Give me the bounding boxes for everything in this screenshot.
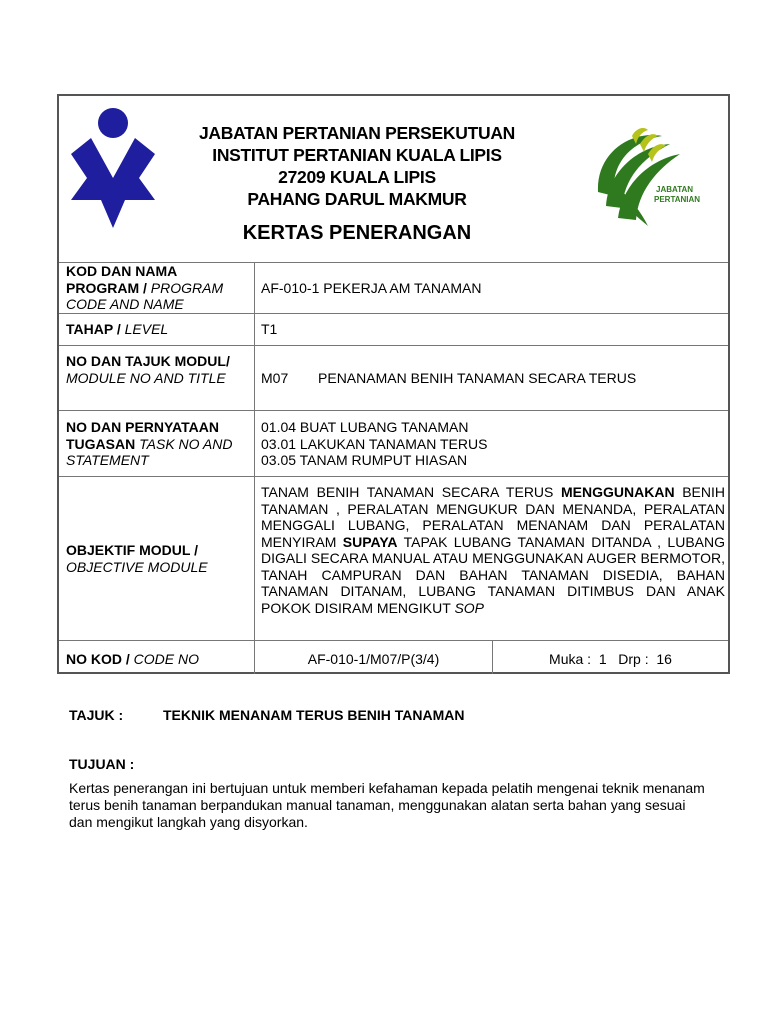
task-list xyxy=(261,419,723,469)
task-item: 03.01 LAKUKAN TANAMAN TERUS xyxy=(261,435,488,452)
program-value: AF-010-1 PEKERJA AM TANAMAN xyxy=(261,280,482,296)
header-title xyxy=(159,122,555,210)
institute-logo-icon xyxy=(67,108,159,228)
form-header xyxy=(59,96,728,262)
level-label: TAHAP / LEVEL xyxy=(66,321,169,337)
code-label: NO KOD / CODE NO xyxy=(66,651,200,667)
task-item: 03.05 TANAM RUMPUT HIASAN xyxy=(261,452,468,468)
program-label: KOD DAN NAMA PROGRAM / PROGRAM CODE AND NAME xyxy=(66,263,224,312)
objective-text: TANAM BENIH TANAMAN SECARA TERUS MENGGUNAKAN BENIH TANAMAN , PERALATAN MENGUKUR DAN MENANDA, PERALATAN MENGGALI LUBANG, PERALATAN MENANAM DAN PERALATAN MENYIRAM SUPAYA TAPAK LUBANG TANAMAN DITANDA , LUBANG DIGALI SECARA MANUAL ATAU MENGGUNAKAN AUGER BERMOTOR, TANAH CAMPURAN DAN BAHAN TANAMAN DISEDIA, BAHAN TANAMAN DITANAM, LUBANG TANAMAN DITIMBUS DAN ANAK POKOK DISIRAM MENGIKUT SOP xyxy=(261,484,725,616)
header-line-2: INSTITUT PERTANIAN KUALA LIPIS xyxy=(212,145,502,165)
jabatan-pertanian-logo-icon xyxy=(592,122,710,230)
column-divider xyxy=(254,262,255,674)
divider xyxy=(59,640,728,641)
divider xyxy=(59,313,728,314)
module-code: M07 xyxy=(261,370,289,386)
module-label: NO DAN TAJUK MODUL/ MODULE NO AND TITLE xyxy=(66,353,230,386)
tujuan-label: TUJUAN : xyxy=(69,756,135,772)
header-line-1: JABATAN PERTANIAN PERSEKUTUAN xyxy=(198,123,516,143)
info-sheet-form xyxy=(57,94,730,674)
header-line-4: PAHANG DARUL MAKMUR xyxy=(247,189,467,209)
task-label: NO DAN PERNYATAAN TUGASAN TASK NO AND STATEMENT xyxy=(66,419,233,468)
page-indicator: Muka : 1 Drp : 16 xyxy=(549,651,672,667)
code-value: AF-010-1/M07/P(3/4) xyxy=(307,651,440,667)
task-item: 01.04 BUAT LUBANG TANAMAN xyxy=(261,419,469,435)
divider xyxy=(59,410,728,411)
header-line-3: 27209 KUALA LIPIS xyxy=(278,167,436,187)
level-value: T1 xyxy=(261,321,278,337)
logo-text-jabatan: JABATAN xyxy=(656,185,694,194)
tajuk-label: TAJUK : xyxy=(69,707,124,723)
document-type-title: KERTAS PENERANGAN xyxy=(242,222,472,244)
objective-label: OBJEKTIF MODUL / OBJECTIVE MODULE xyxy=(66,542,208,575)
module-value xyxy=(261,370,723,387)
tajuk-value: TEKNIK MENANAM TERUS BENIH TANAMAN xyxy=(163,707,465,723)
module-title: PENANAMAN BENIH TANAMAN SECARA TERUS xyxy=(318,370,637,386)
tujuan-text: Kertas penerangan ini bertujuan untuk memberi kefahaman kepada pelatih mengenai teknik menanam terus benih tanaman berpandukan manual tanaman, menggunakan alatan serta bahan yang sesuai dan mengikut langkah yang disyorkan. xyxy=(69,780,705,830)
divider xyxy=(59,345,728,346)
logo-text-pertanian: PERTANIAN xyxy=(654,195,701,204)
divider xyxy=(59,476,728,477)
